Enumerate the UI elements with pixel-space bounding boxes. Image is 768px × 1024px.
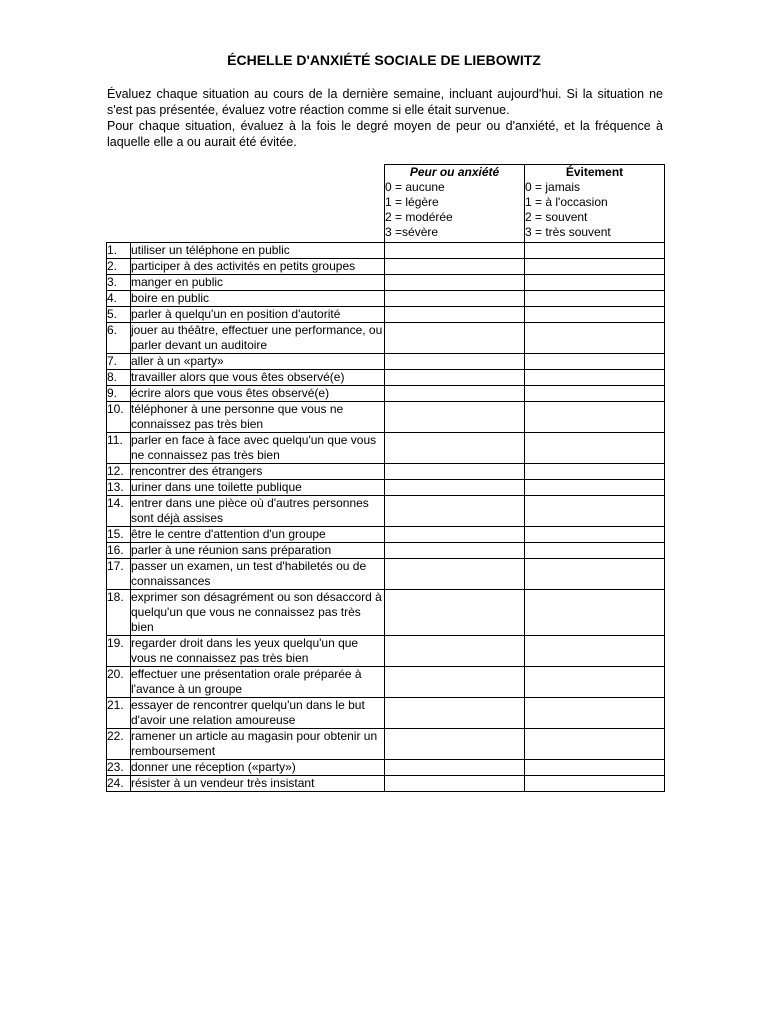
item-number: 10.	[107, 402, 131, 433]
fear-rating-cell[interactable]	[385, 291, 525, 307]
fear-column-title: Peur ou anxiété	[409, 165, 500, 179]
item-situation: travailler alors que vous êtes observé(e)	[131, 370, 385, 386]
instructions	[107, 86, 663, 150]
item-situation: ramener un article au magasin pour obtenir un remboursement	[131, 729, 385, 760]
item-situation: entrer dans une pièce où d'autres personnes sont déjà assises	[131, 496, 385, 527]
table-row	[107, 636, 665, 667]
item-situation: aller à un «party»	[131, 354, 385, 370]
item-situation: manger en public	[131, 275, 385, 291]
instructions-paragraph-1: Évaluez chaque situation au cours de la dernière semaine, incluant aujourd'hui. Si la situation ne s'est pas présentée, évaluez votre réaction comme si elle était survenue.	[107, 87, 663, 117]
item-number: 14.	[107, 496, 131, 527]
avoidance-rating-cell[interactable]	[525, 760, 665, 776]
item-situation: rencontrer des étrangers	[131, 464, 385, 480]
fear-rating-cell[interactable]	[385, 402, 525, 433]
item-number: 21.	[107, 698, 131, 729]
fear-rating-cell[interactable]	[385, 776, 525, 792]
fear-rating-cell[interactable]	[385, 323, 525, 354]
fear-rating-cell[interactable]	[385, 464, 525, 480]
avoidance-rating-cell[interactable]	[525, 464, 665, 480]
fear-rating-cell[interactable]	[385, 386, 525, 402]
item-number: 6.	[107, 323, 131, 354]
avoidance-scale-0: 0 = jamais	[525, 180, 581, 194]
item-number: 23.	[107, 760, 131, 776]
item-situation: effectuer une présentation orale préparée à l'avance à un groupe	[131, 667, 385, 698]
table-row	[107, 370, 665, 386]
rating-table	[106, 164, 665, 792]
avoidance-rating-cell[interactable]	[525, 433, 665, 464]
item-situation: écrire alors que vous êtes observé(e)	[131, 386, 385, 402]
item-situation: parler en face à face avec quelqu'un que vous ne connaissez pas très bien	[131, 433, 385, 464]
fear-column-header	[385, 165, 525, 243]
fear-rating-cell[interactable]	[385, 543, 525, 559]
fear-rating-cell[interactable]	[385, 667, 525, 698]
avoidance-rating-cell[interactable]	[525, 729, 665, 760]
table-row	[107, 527, 665, 543]
avoidance-scale-2: 2 = souvent	[525, 210, 588, 224]
table-row	[107, 275, 665, 291]
fear-rating-cell[interactable]	[385, 480, 525, 496]
item-number: 20.	[107, 667, 131, 698]
avoidance-rating-cell[interactable]	[525, 667, 665, 698]
item-number: 19.	[107, 636, 131, 667]
fear-rating-cell[interactable]	[385, 527, 525, 543]
avoidance-rating-cell[interactable]	[525, 527, 665, 543]
item-situation: utiliser un téléphone en public	[131, 243, 385, 259]
table-row	[107, 559, 665, 590]
avoidance-rating-cell[interactable]	[525, 259, 665, 275]
table-row	[107, 464, 665, 480]
table-row	[107, 259, 665, 275]
item-number: 15.	[107, 527, 131, 543]
fear-rating-cell[interactable]	[385, 354, 525, 370]
item-situation: être le centre d'attention d'un groupe	[131, 527, 385, 543]
page-title: ÉCHELLE D'ANXIÉTÉ SOCIALE DE LIEBOWITZ	[227, 52, 541, 68]
avoidance-rating-cell[interactable]	[525, 275, 665, 291]
item-number: 1.	[107, 243, 131, 259]
item-number: 5.	[107, 307, 131, 323]
item-number: 17.	[107, 559, 131, 590]
table-row	[107, 776, 665, 792]
table-row	[107, 433, 665, 464]
fear-rating-cell[interactable]	[385, 698, 525, 729]
fear-rating-cell[interactable]	[385, 307, 525, 323]
item-number: 3.	[107, 275, 131, 291]
fear-rating-cell[interactable]	[385, 760, 525, 776]
table-row	[107, 760, 665, 776]
avoidance-scale-1: 1 = à l'occasion	[525, 195, 608, 209]
avoidance-rating-cell[interactable]	[525, 559, 665, 590]
item-situation: téléphoner à une personne que vous ne connaissez pas très bien	[131, 402, 385, 433]
item-situation: participer à des activités en petits groupes	[131, 259, 385, 275]
avoidance-rating-cell[interactable]	[525, 354, 665, 370]
fear-rating-cell[interactable]	[385, 729, 525, 760]
table-row	[107, 667, 665, 698]
avoidance-rating-cell[interactable]	[525, 402, 665, 433]
instructions-paragraph-2: Pour chaque situation, évaluez à la fois le degré moyen de peur ou d'anxiété, et la fréquence à laquelle elle a ou aurait été évitée.	[107, 119, 663, 149]
item-number: 24.	[107, 776, 131, 792]
avoidance-rating-cell[interactable]	[525, 323, 665, 354]
table-row	[107, 543, 665, 559]
fear-rating-cell[interactable]	[385, 243, 525, 259]
fear-rating-cell[interactable]	[385, 496, 525, 527]
table-row	[107, 307, 665, 323]
table-row	[107, 590, 665, 636]
item-number: 2.	[107, 259, 131, 275]
fear-rating-cell[interactable]	[385, 370, 525, 386]
item-number: 11.	[107, 433, 131, 464]
avoidance-rating-cell[interactable]	[525, 370, 665, 386]
table-row	[107, 698, 665, 729]
avoidance-rating-cell[interactable]	[525, 307, 665, 323]
table-header-row	[107, 165, 665, 243]
item-situation: parler à quelqu'un en position d'autorité	[131, 307, 385, 323]
table-row	[107, 323, 665, 354]
item-situation: passer un examen, un test d'habiletés ou de connaissances	[131, 559, 385, 590]
fear-scale-0: 0 = aucune	[385, 180, 445, 194]
table-row	[107, 291, 665, 307]
fear-scale-1: 1 = légère	[385, 195, 439, 209]
table-row	[107, 386, 665, 402]
fear-scale-3: 3 =sévère	[385, 225, 439, 239]
avoidance-rating-cell[interactable]	[525, 480, 665, 496]
fear-rating-cell[interactable]	[385, 559, 525, 590]
avoidance-rating-cell[interactable]	[525, 543, 665, 559]
item-number: 8.	[107, 370, 131, 386]
item-situation: jouer au théâtre, effectuer une performance, ou parler devant un auditoire	[131, 323, 385, 354]
fear-rating-cell[interactable]	[385, 636, 525, 667]
item-situation: donner une réception («party»)	[131, 760, 385, 776]
table-row	[107, 354, 665, 370]
avoidance-scale-3: 3 = très souvent	[525, 225, 611, 239]
item-situation: essayer de rencontrer quelqu'un dans le but d'avoir une relation amoureuse	[131, 698, 385, 729]
item-number: 7.	[107, 354, 131, 370]
table-row	[107, 402, 665, 433]
item-situation: exprimer son désagrément ou son désaccord à quelqu'un que vous ne connaissez pas très bien	[131, 590, 385, 636]
fear-rating-cell[interactable]	[385, 259, 525, 275]
fear-rating-cell[interactable]	[385, 590, 525, 636]
avoidance-rating-cell[interactable]	[525, 496, 665, 527]
avoidance-rating-cell[interactable]	[525, 590, 665, 636]
table-row	[107, 480, 665, 496]
item-number: 18.	[107, 590, 131, 636]
item-situation: uriner dans une toilette publique	[131, 480, 385, 496]
table-row	[107, 243, 665, 259]
fear-rating-cell[interactable]	[385, 275, 525, 291]
item-situation: parler à une réunion sans préparation	[131, 543, 385, 559]
item-number: 12.	[107, 464, 131, 480]
item-situation: boire en public	[131, 291, 385, 307]
item-number: 9.	[107, 386, 131, 402]
avoidance-rating-cell[interactable]	[525, 698, 665, 729]
avoidance-rating-cell[interactable]	[525, 243, 665, 259]
item-number: 13.	[107, 480, 131, 496]
header-blank	[107, 165, 385, 243]
avoidance-rating-cell[interactable]	[525, 776, 665, 792]
item-situation: regarder droit dans les yeux quelqu'un que vous ne connaissez pas très bien	[131, 636, 385, 667]
avoidance-column-title: Évitement	[565, 165, 624, 179]
fear-rating-cell[interactable]	[385, 433, 525, 464]
table-row	[107, 496, 665, 527]
table-row	[107, 729, 665, 760]
avoidance-rating-cell[interactable]	[525, 636, 665, 667]
item-number: 16.	[107, 543, 131, 559]
avoidance-rating-cell[interactable]	[525, 386, 665, 402]
avoidance-column-header	[525, 165, 665, 243]
item-number: 22.	[107, 729, 131, 760]
fear-scale-2: 2 = modérée	[385, 210, 453, 224]
avoidance-rating-cell[interactable]	[525, 291, 665, 307]
item-number: 4.	[107, 291, 131, 307]
item-situation: résister à un vendeur très insistant	[131, 776, 385, 792]
